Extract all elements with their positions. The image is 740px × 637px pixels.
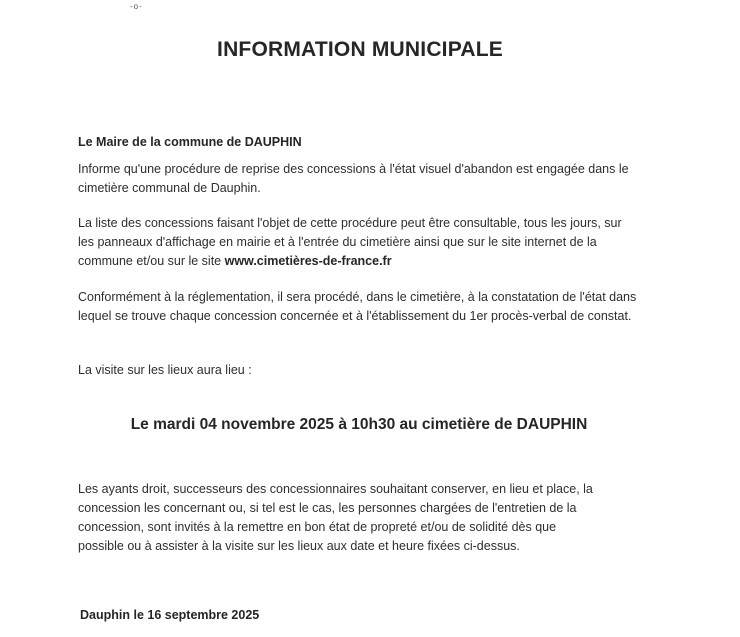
mayor-heading: Le Maire de la commune de DAUPHIN [78,135,302,149]
paragraph-list-text: La liste des concessions faisant l'objet de cette procédure peut être consultable, tous les jours, sur les panneaux d'affichage en mairie et à l'entrée du cimetière ainsi que sur le site internet de la commune et/ou sur le site [78,216,622,268]
top-mark: -o- [130,2,143,11]
paragraph-rights-holders: Les ayants droit, successeurs des concessionnaires souhaitant conserver, en lieu et place, la concession les concernant ou, si tel est le cas, les personnes chargées de l'entretien de la concession, sont invités à la remettre en bon état de propreté et/ou de solidité dès que possible ou à assister à la visite sur les lieux aux date et heure fixées ci-dessus. [78,482,593,553]
paragraph-announcement: Informe qu'une procédure de reprise des concessions à l'état visuel d'abandon est engagée dans le cimetière communal de Dauphin. [78,162,629,195]
paragraph-regulation: Conformément à la réglementation, il sera procédé, dans le cimetière, à la constatation de l'état dans lequel se trouve chaque concession concernée et à l'établissement du 1er procès-verbal de constat. [78,290,637,323]
website-link[interactable]: www.cimetières-de-france.fr [224,254,392,268]
signoff-date: Dauphin le 16 septembre 2025 [80,608,260,622]
paragraph-visit-intro: La visite sur les lieux aura lieu : [78,363,252,377]
page-title: INFORMATION MUNICIPALE [217,38,503,61]
paragraph-list-availability [78,214,638,271]
event-date-line: Le mardi 04 novembre 2025 à 10h30 au cimetière de DAUPHIN [130,416,588,433]
